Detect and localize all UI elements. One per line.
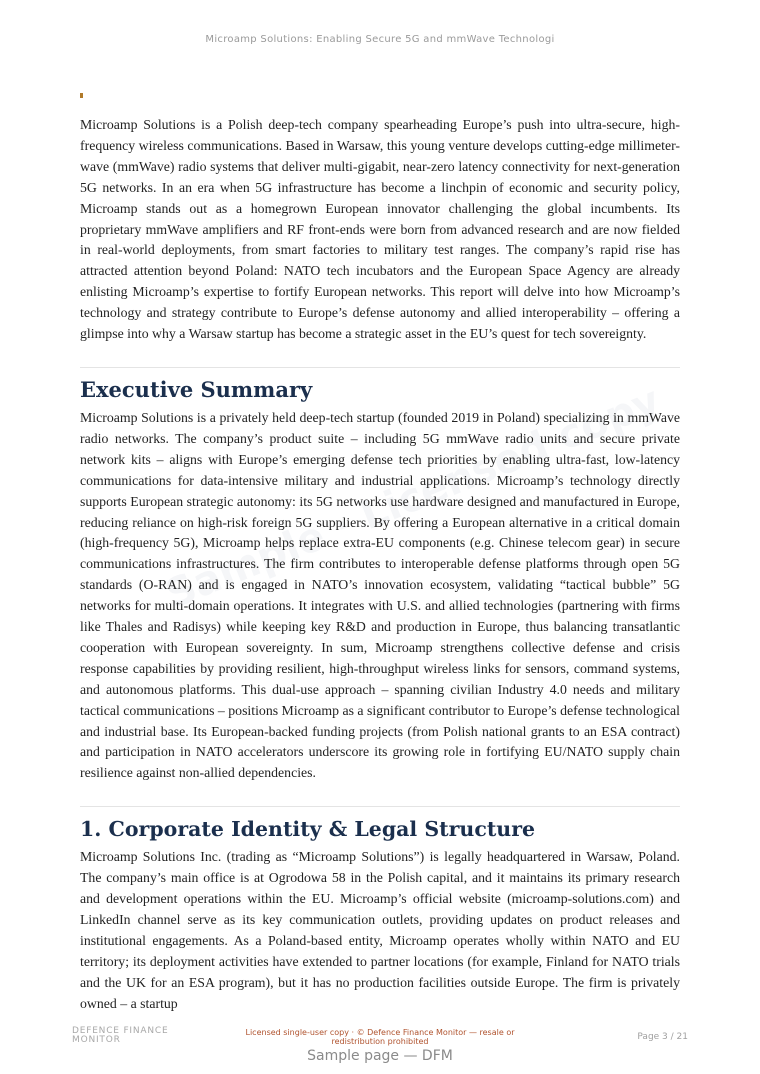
- running-header: Microamp Solutions: Enabling Secure 5G and mmWave Technologi: [205, 34, 555, 45]
- footer-brand: [72, 1027, 168, 1045]
- executive-summary-paragraph: Microamp Solutions is a privately held deep-tech startup (founded 2019 in Poland) specializing in mmWave radio networks. The company’s product suite – including 5G mmWave radio units and secure private network kits – aligns with Europe’s emerging defense tech priorities by enabling ultra-fast, low-latency communications for data-intensive military and industrial applications. Microamp’s technology directly supports European strategic autonomy: its 5G networks use hardware designed and manufactured in Europe, reducing reliance on high-risk foreign 5G suppliers. By offering a European alternative in a critical domain (high-frequency 5G), Microamp helps replace extra-EU components (e.g. Chinese telecom gear) in secure communications infrastructures. The firm contributes to interoperable defense platforms through open 5G standards (O-RAN) and is engaged in NATO’s innovation ecosystem, validating “tactical bubble” 5G networks for multi-domain operations. It integrates with U.S. and allied technologies (partnering with firms like Thales and Radisys) while keeping key R&D and production in Europe, thus balancing transatlantic cooperation with European sovereignty. In sum, Microamp strengthens collective defense and crisis response capabilities by providing resilient, high-throughput wireless links for sensors, command systems, and autonomous platforms. This dual-use approach – spanning civilian Industry 4.0 needs and military tactical communications – positions Microamp as a significant contributor to Europe’s defense technological and industrial base. Its European-backed funding projects (from Polish national grants to an ESA contract) and participation in NATO accelerators underscore its growing role in fortifying EU/NATO supply chain resilience against non-allied dependencies.: [80, 409, 681, 781]
- footer-license-notice: Licensed single-user copy · © Defence Finance Monitor — resale or redistribution prohibited: [245, 1028, 515, 1046]
- corporate-identity-section: [80, 815, 680, 1014]
- executive-summary-section: [80, 376, 680, 784]
- section-divider: [80, 806, 680, 807]
- sample-page-label: Sample page — DFM: [307, 1048, 453, 1064]
- section-divider: [80, 367, 680, 368]
- footer-brand-line: DEFENCE FINANCE: [72, 1026, 169, 1036]
- corporate-identity-paragraph: Microamp Solutions Inc. (trading as “Microamp Solutions”) is legally headquartered in Warsaw, Poland. The company’s main office is at Ogrodowa 58 in the Polish capital, and it maintains its primary research and development operations within the EU. Microamp’s official website (microamp-solutions.com) and LinkedIn channel serve as its key communication outlets, providing updates on product releases and institutional engagements. As a Poland-based entity, Microamp operates wholly within NATO and EU territory; its deployment activities have extended to partner locations (for example, Finland for NATO trials and the UK for an ESA program), but it has no production facilities outside Europe. The firm is privately owned – a startup: [80, 849, 680, 1011]
- corporate-identity-heading: 1. Corporate Identity & Legal Structure: [80, 817, 536, 842]
- intro-paragraph: Microamp Solutions is a Polish deep-tech company spearheading Europe’s push into ultra-secure, high-frequency wireless communications. Based in Warsaw, this young venture develops cutting-edge millimeter-wave (mmWave) radio systems that deliver multi-gigabit, near-zero latency connectivity for next-generation 5G networks. In an era when 5G infrastructure has become a linchpin of economic and security policy, Microamp stands out as a homegrown European innovator challenging the global incumbents. Its proprietary mmWave amplifiers and RF front-ends were born from advanced research and are now fielded in real-world deployments, from smart factories to military test ranges. The company’s rapid rise has attracted attention beyond Poland: NATO tech incubators and the European Space Agency are already enlisting Microamp’s expertise to fortify European networks. This report will delve into how Microamp’s technology and strategy contribute to Europe’s defense autonomy and allied interoperability – offering a glimpse into why a Warsaw startup has become a strategic asset in the EU’s quest for tech sovereignty.: [80, 117, 680, 342]
- footer-brand-line: MONITOR: [72, 1035, 121, 1045]
- page-number: Page 3 / 21: [637, 1032, 688, 1042]
- section-marker: [80, 93, 83, 98]
- executive-summary-heading: Executive Summary: [80, 376, 313, 402]
- document-body: [80, 115, 680, 1015]
